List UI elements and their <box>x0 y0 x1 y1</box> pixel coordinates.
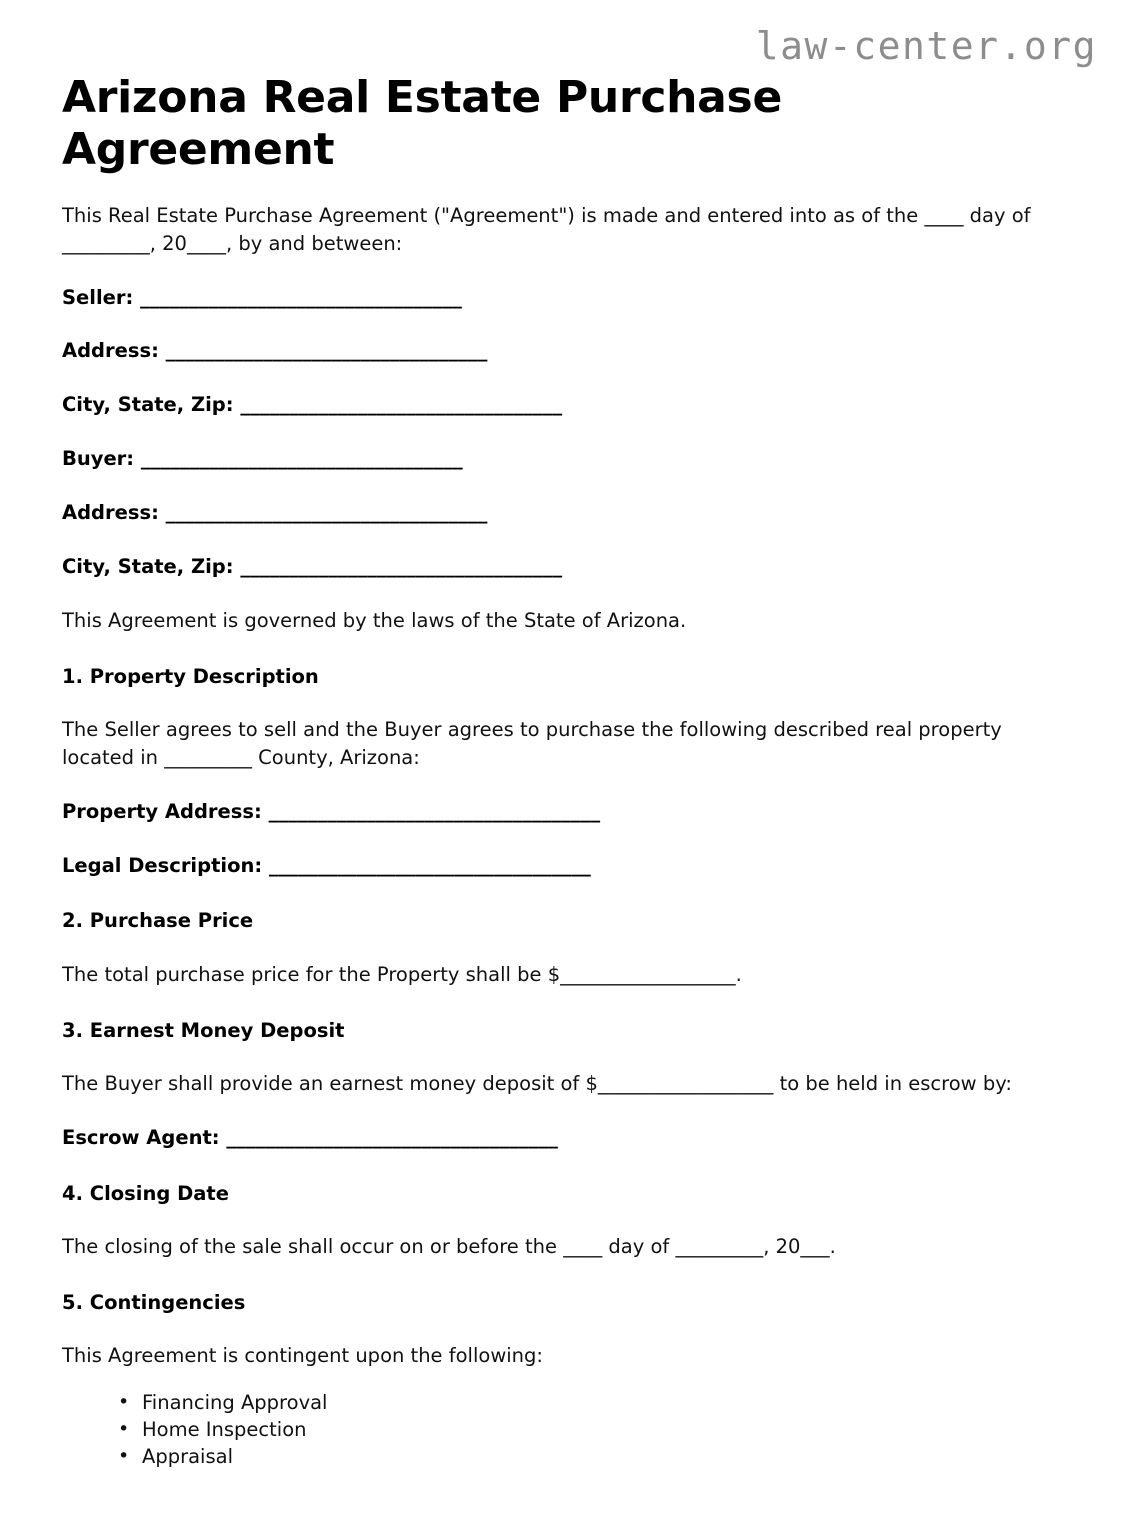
list-item: • Home Inspection <box>118 1417 1071 1444</box>
page-bottom-spacer <box>62 1471 1071 1531</box>
contingencies-list <box>62 1370 1071 1471</box>
list-item: • Appraisal <box>118 1444 1071 1471</box>
page-title: Arizona Real Estate Purchase Agreement <box>62 72 782 175</box>
section-heading-earnest-money-deposit: 3. Earnest Money Deposit <box>62 1018 345 1042</box>
purchase-price-body: The total purchase price for the Property shall be $__________________. <box>62 962 742 986</box>
buyer-city-state-zip-field[interactable]: City, State, Zip: _________________________________ <box>62 554 563 578</box>
site-watermark: law-center.org <box>755 24 1097 68</box>
seller-name-field[interactable]: Seller: _________________________________ <box>62 285 462 309</box>
section-heading-purchase-price: 2. Purchase Price <box>62 909 254 933</box>
property-description-body: The Seller agrees to sell and the Buyer agrees to purchase the following described real property located in _________ County, Arizona: <box>62 717 1002 769</box>
closing-date-body: The closing of the sale shall occur on or before the ____ day of _________, 20___. <box>62 1235 836 1258</box>
list-item: • Financing Approval <box>118 1390 1071 1417</box>
intro-paragraph: This Real Estate Purchase Agreement ("Agreement") is made and entered into as of the ____ day of _________, 20____, by and between: <box>62 203 1031 255</box>
escrow-agent-field[interactable]: Escrow Agent: __________________________________ <box>62 1125 558 1149</box>
section-heading-closing-date: 4. Closing Date <box>62 1181 229 1205</box>
seller-address-field[interactable]: Address: _________________________________ <box>62 339 488 363</box>
governing-law-paragraph: This Agreement is governed by the laws of the State of Arizona. <box>62 608 687 632</box>
buyer-name-field[interactable]: Buyer: _________________________________ <box>62 447 463 471</box>
buyer-address-field[interactable]: Address: _________________________________ <box>62 501 488 525</box>
property-address-field[interactable]: Property Address: __________________________________ <box>62 799 601 823</box>
contingencies-body: This Agreement is contingent upon the following: <box>62 1344 543 1368</box>
section-heading-property-description: 1. Property Description <box>62 664 319 688</box>
legal-description-field[interactable]: Legal Description: _________________________________ <box>62 853 591 877</box>
seller-city-state-zip-field[interactable]: City, State, Zip: _________________________________ <box>62 393 563 417</box>
earnest-money-deposit-body: The Buyer shall provide an earnest money deposit of $__________________ to be held in escrow by: <box>62 1071 1012 1095</box>
section-heading-contingencies: 5. Contingencies <box>62 1290 246 1314</box>
